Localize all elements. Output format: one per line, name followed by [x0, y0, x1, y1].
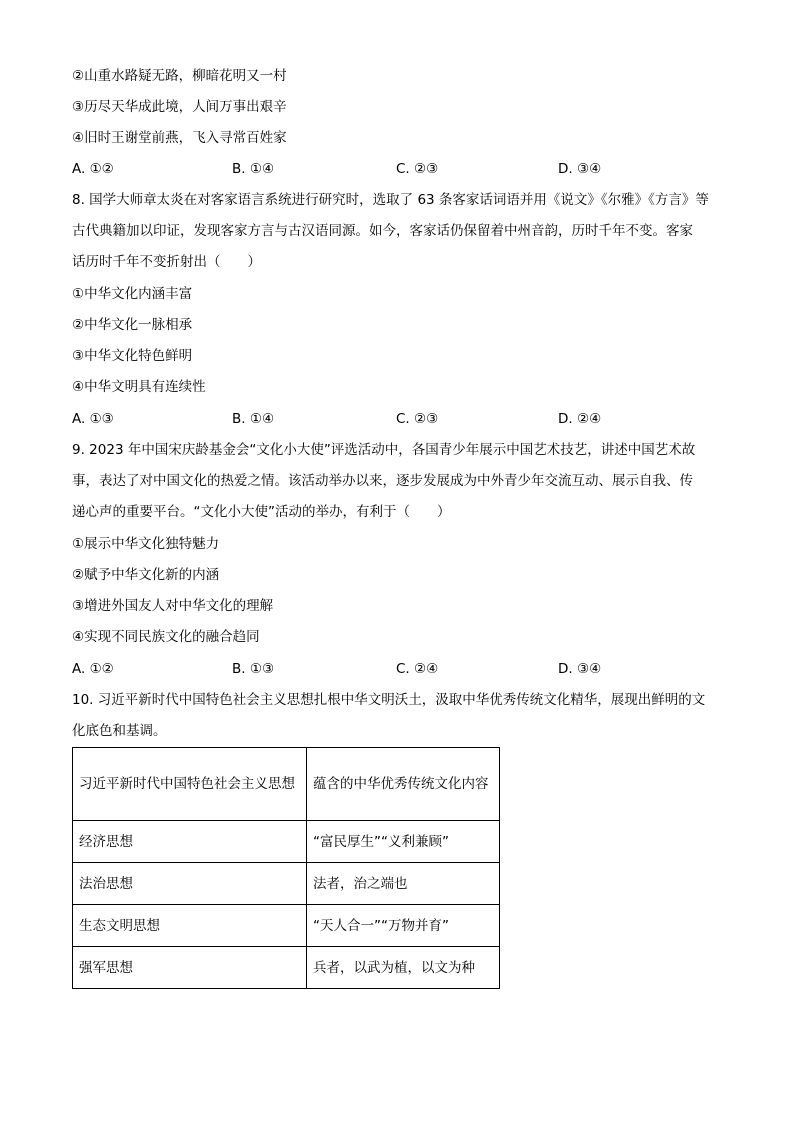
q8-item-1: ①中华文化内涵丰富 [72, 286, 193, 302]
q9-option-a: A. ①② [72, 661, 114, 677]
q10-table [72, 747, 500, 989]
table-cell: “富民厚生”“义利兼顾” [307, 821, 500, 863]
table-cell: “天人合一”“万物并育” [307, 905, 500, 947]
q10-stem-line-2: 化底色和基调。 [72, 723, 167, 739]
q7-option-d: D. ③④ [558, 161, 602, 177]
q9-option-c: C. ②④ [396, 661, 439, 677]
q9-option-b: B. ①③ [232, 661, 275, 677]
q8-item-3: ③中华文化特色鲜明 [72, 348, 193, 364]
q8-stem-line-2: 古代典籍加以印证，发现客家方言与古汉语同源。如今，客家话仍保留着中州音韵，历时千年不变。客家 [72, 223, 693, 239]
table-header-cell: 蕴含的中华优秀传统文化内容 [307, 748, 500, 821]
q9-stem-line-2: 事，表达了对中国文化的热爱之情。该活动举办以来，逐步发展成为中外青少年交流互动、展示自我、传 [72, 473, 693, 489]
q7-item-2: ②山重水路疑无路，柳暗花明又一村 [72, 68, 287, 84]
q8-option-b: B. ①④ [232, 411, 275, 427]
q8-stem-line-3: 话历时千年不变折射出（ ） [72, 254, 261, 270]
q9-item-1: ①展示中华文化独特魅力 [72, 536, 220, 552]
q8-option-a: A. ①③ [72, 411, 114, 427]
q9-item-4: ④实现不同民族文化的融合趋同 [72, 629, 260, 645]
q8-option-c: C. ②③ [396, 411, 439, 427]
table-cell: 兵者，以武为植，以文为种 [307, 947, 500, 989]
q10-stem-line-1: 10. 习近平新时代中国特色社会主义思想扎根中华文明沃土，汲取中华优秀传统文化精华，展现出鲜明的文 [72, 692, 706, 708]
q9-option-d: D. ③④ [558, 661, 602, 677]
q9-item-2: ②赋予中华文化新的内涵 [72, 567, 220, 583]
q7-option-c: C. ②③ [396, 161, 439, 177]
q7-option-b: B. ①④ [232, 161, 275, 177]
q8-item-4: ④中华文明具有连续性 [72, 379, 206, 395]
q7-item-4: ④旧时王谢堂前燕，飞入寻常百姓家 [72, 130, 287, 146]
table-row [73, 821, 500, 863]
table-cell: 法者，治之端也 [307, 863, 500, 905]
table-row [73, 947, 500, 989]
q8-option-d: D. ②④ [558, 411, 602, 427]
table-cell: 强军思想 [73, 947, 307, 989]
table-header-row [73, 748, 500, 821]
table-row [73, 863, 500, 905]
q7-item-3: ③历尽天华成此境，人间万事出艰辛 [72, 99, 287, 115]
q9-stem-line-1: 9. 2023 年中国宋庆龄基金会“文化小大使”评选活动中，各国青少年展示中国艺术技艺，讲述中国艺术故 [72, 442, 696, 458]
q8-stem-line-1: 8. 国学大师章太炎在对客家语言系统进行研究时，选取了 63 条客家话词语并用《说文》《尔雅》《方言》等 [72, 192, 709, 208]
table-header-cell: 习近平新时代中国特色社会主义思想 [73, 748, 307, 821]
q8-item-2: ②中华文化一脉相承 [72, 317, 193, 333]
q9-item-3: ③增进外国友人对中华文化的理解 [72, 598, 274, 614]
table-cell: 法治思想 [73, 863, 307, 905]
table-cell: 经济思想 [73, 821, 307, 863]
table-cell: 生态文明思想 [73, 905, 307, 947]
table-row [73, 905, 500, 947]
q7-option-a: A. ①② [72, 161, 114, 177]
q9-stem-line-3: 递心声的重要平台。“文化小大使”活动的举办，有利于（ ） [72, 504, 451, 520]
